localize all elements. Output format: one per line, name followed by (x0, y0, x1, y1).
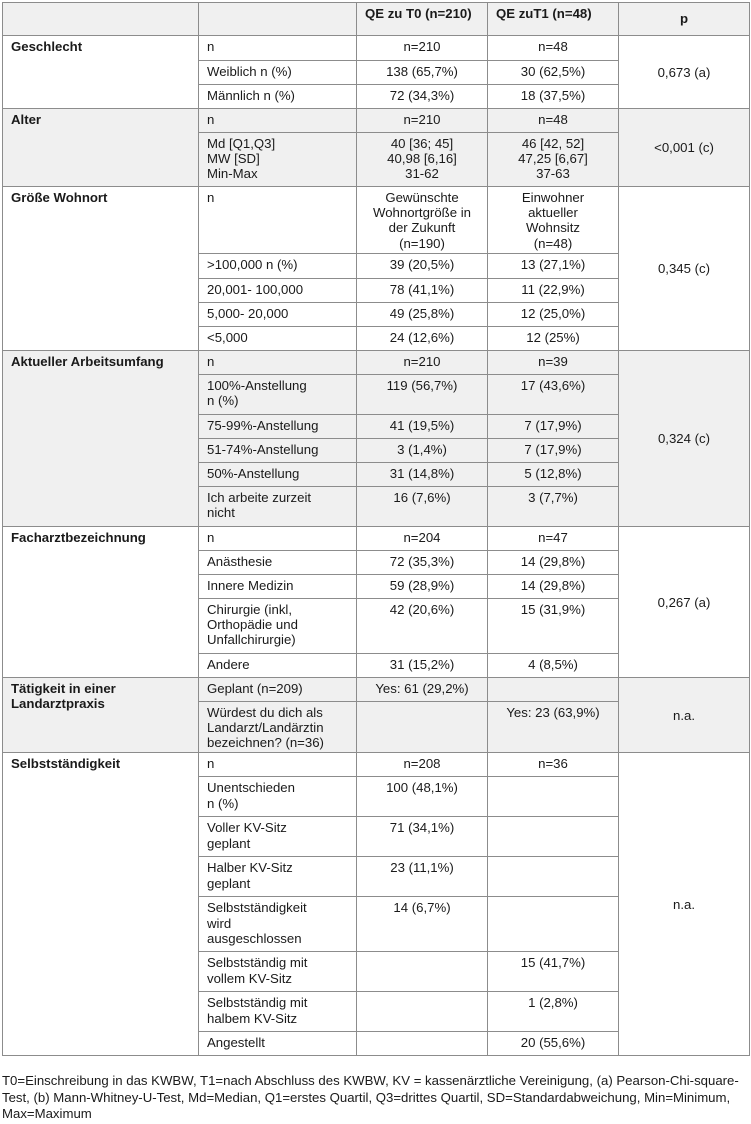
t0-value-cell: 59 (28,9%) (357, 574, 488, 598)
t1-value-cell: 4 (8,5%) (488, 653, 619, 677)
t1-value-cell: 13 (27,1%) (488, 253, 619, 278)
t1-value-cell (488, 817, 619, 857)
category-cell: Größe Wohnort (3, 187, 199, 351)
t1-value-cell: 30 (62,5%) (488, 61, 619, 85)
t1-value-cell: 18 (37,5%) (488, 85, 619, 109)
item-label-cell: n (199, 526, 357, 550)
t1-value-cell (488, 897, 619, 952)
t0-value-cell: 72 (34,3%) (357, 85, 488, 109)
header-t1: QE zuT1 (n=48) (488, 3, 619, 36)
p-value-cell: n.a. (619, 677, 750, 753)
t1-value-cell: 17 (43,6%) (488, 374, 619, 414)
table-row (3, 753, 750, 777)
t1-value-cell: 12 (25,0%) (488, 302, 619, 326)
item-label-cell: 75-99%-Anstellung (199, 414, 357, 438)
table-row (3, 109, 750, 133)
item-label-cell: Md [Q1,Q3] MW [SD] Min-Max (199, 133, 357, 187)
t0-value-cell: 39 (20,5%) (357, 253, 488, 278)
t0-value-cell: 31 (14,8%) (357, 462, 488, 486)
header-p-value: p (619, 3, 750, 36)
t1-value-cell (488, 677, 619, 701)
t0-value-cell: 42 (20,6%) (357, 598, 488, 653)
item-label-cell: n (199, 109, 357, 133)
t0-value-cell: n=210 (357, 350, 488, 374)
table-row (3, 526, 750, 550)
t0-value-cell: n=204 (357, 526, 488, 550)
item-label-cell: 51-74%-Anstellung (199, 438, 357, 462)
t0-value-cell: n=210 (357, 36, 488, 61)
item-label-cell: Anästhesie (199, 550, 357, 574)
t0-value-cell: 40 [36; 45] 40,98 [6,16] 31-62 (357, 133, 488, 187)
t0-value-cell: 138 (65,7%) (357, 61, 488, 85)
t0-value-cell: 119 (56,7%) (357, 374, 488, 414)
p-value-cell: 0,324 (c) (619, 350, 750, 526)
t1-value-cell: 15 (31,9%) (488, 598, 619, 653)
t0-value-cell (357, 952, 488, 992)
t1-value-cell: n=47 (488, 526, 619, 550)
table-footnote: T0=Einschreibung in das KWBW, T1=nach Abschluss des KWBW, KV = kassenärztliche Vereinigung, (a) Pearson-Chi-square-Test, (b) Mann-Whitney-U-Test, Md=Median, Q1=erstes Quartil, Q3=drittes Quartil, SD=Standardabweichung, Min=Minimum, Max=Maximum (2, 1073, 739, 1121)
t0-value-cell: 23 (11,1%) (357, 857, 488, 897)
item-label-cell: Andere (199, 653, 357, 677)
results-table (2, 2, 750, 1056)
p-value-cell: 0,673 (a) (619, 36, 750, 109)
t0-value-cell: 24 (12,6%) (357, 326, 488, 350)
header-item (199, 3, 357, 36)
t0-value-cell (357, 992, 488, 1032)
t1-value-cell: 5 (12,8%) (488, 462, 619, 486)
t0-value-cell: 71 (34,1%) (357, 817, 488, 857)
p-value-cell: n.a. (619, 753, 750, 1056)
category-cell: Aktueller Arbeitsumfang (3, 350, 199, 526)
t1-value-cell: n=48 (488, 109, 619, 133)
t1-value-cell: 15 (41,7%) (488, 952, 619, 992)
item-label-cell: Selbstständig mit halbem KV-Sitz (199, 992, 357, 1032)
item-label-cell: 100%-Anstellung n (%) (199, 374, 357, 414)
p-value-cell: 0,267 (a) (619, 526, 750, 677)
item-label-cell: n (199, 187, 357, 254)
category-cell: Facharztbezeichnung (3, 526, 199, 677)
t1-value-cell: 12 (25%) (488, 326, 619, 350)
p-value-cell: 0,345 (c) (619, 187, 750, 351)
header-t0: QE zu T0 (n=210) (357, 3, 488, 36)
p-value-cell: <0,001 (c) (619, 109, 750, 187)
table-row (3, 350, 750, 374)
header-category (3, 3, 199, 36)
t1-value-cell (488, 777, 619, 817)
t0-value-cell: Yes: 61 (29,2%) (357, 677, 488, 701)
item-label-cell: n (199, 36, 357, 61)
t0-value-cell: 3 (1,4%) (357, 438, 488, 462)
t1-value-cell: n=36 (488, 753, 619, 777)
item-label-cell: Voller KV-Sitz geplant (199, 817, 357, 857)
t1-value-cell: 46 [42, 52] 47,25 [6,67] 37-63 (488, 133, 619, 187)
t0-value-cell (357, 1032, 488, 1056)
item-label-cell: Angestellt (199, 1032, 357, 1056)
item-label-cell: Ich arbeite zurzeit nicht (199, 486, 357, 526)
item-label-cell: 50%-Anstellung (199, 462, 357, 486)
t0-value-cell (357, 701, 488, 753)
t0-value-cell: 14 (6,7%) (357, 897, 488, 952)
item-label-cell: <5,000 (199, 326, 357, 350)
item-label-cell: Innere Medizin (199, 574, 357, 598)
t0-value-cell: 41 (19,5%) (357, 414, 488, 438)
item-label-cell: 5,000- 20,000 (199, 302, 357, 326)
t1-value-cell: n=39 (488, 350, 619, 374)
t1-value-cell: n=48 (488, 36, 619, 61)
t0-value-cell: 100 (48,1%) (357, 777, 488, 817)
t1-value-cell: Yes: 23 (63,9%) (488, 701, 619, 753)
t1-value-cell: Einwohner aktueller Wohnsitz (n=48) (488, 187, 619, 254)
item-label-cell: Selbstständig mit vollem KV-Sitz (199, 952, 357, 992)
item-label-cell: Unentschieden n (%) (199, 777, 357, 817)
category-cell: Selbstständigkeit (3, 753, 199, 1056)
t0-value-cell: 16 (7,6%) (357, 486, 488, 526)
item-label-cell: Chirurgie (inkl, Orthopädie und Unfallchirurgie) (199, 598, 357, 653)
t1-value-cell: 14 (29,8%) (488, 574, 619, 598)
t1-value-cell: 3 (7,7%) (488, 486, 619, 526)
category-cell: Geschlecht (3, 36, 199, 109)
t1-value-cell: 20 (55,6%) (488, 1032, 619, 1056)
t1-value-cell (488, 857, 619, 897)
t1-value-cell: 1 (2,8%) (488, 992, 619, 1032)
t0-value-cell: 78 (41,1%) (357, 278, 488, 302)
t0-value-cell: 72 (35,3%) (357, 550, 488, 574)
item-label-cell: Selbstständigkeit wird ausgeschlossen (199, 897, 357, 952)
t0-value-cell: n=208 (357, 753, 488, 777)
t0-value-cell: 49 (25,8%) (357, 302, 488, 326)
table-row (3, 677, 750, 701)
category-cell: Tätigkeit in einer Landarztpraxis (3, 677, 199, 753)
item-label-cell: 20,001- 100,000 (199, 278, 357, 302)
t1-value-cell: 11 (22,9%) (488, 278, 619, 302)
item-label-cell: Würdest du dich als Landarzt/Landärztin bezeichnen? (n=36) (199, 701, 357, 753)
item-label-cell: Geplant (n=209) (199, 677, 357, 701)
item-label-cell: n (199, 753, 357, 777)
item-label-cell: Männlich n (%) (199, 85, 357, 109)
t1-value-cell: 7 (17,9%) (488, 414, 619, 438)
item-label-cell: Weiblich n (%) (199, 61, 357, 85)
t1-value-cell: 7 (17,9%) (488, 438, 619, 462)
t1-value-cell: 14 (29,8%) (488, 550, 619, 574)
t0-value-cell: 31 (15,2%) (357, 653, 488, 677)
item-label-cell: >100,000 n (%) (199, 253, 357, 278)
item-label-cell: n (199, 350, 357, 374)
item-label-cell: Halber KV-Sitz geplant (199, 857, 357, 897)
t0-value-cell: Gewünschte Wohnortgröße in der Zukunft (n=190) (357, 187, 488, 254)
table-row (3, 187, 750, 254)
table-row (3, 36, 750, 61)
category-cell: Alter (3, 109, 199, 187)
t0-value-cell: n=210 (357, 109, 488, 133)
table-header-row (3, 3, 750, 36)
